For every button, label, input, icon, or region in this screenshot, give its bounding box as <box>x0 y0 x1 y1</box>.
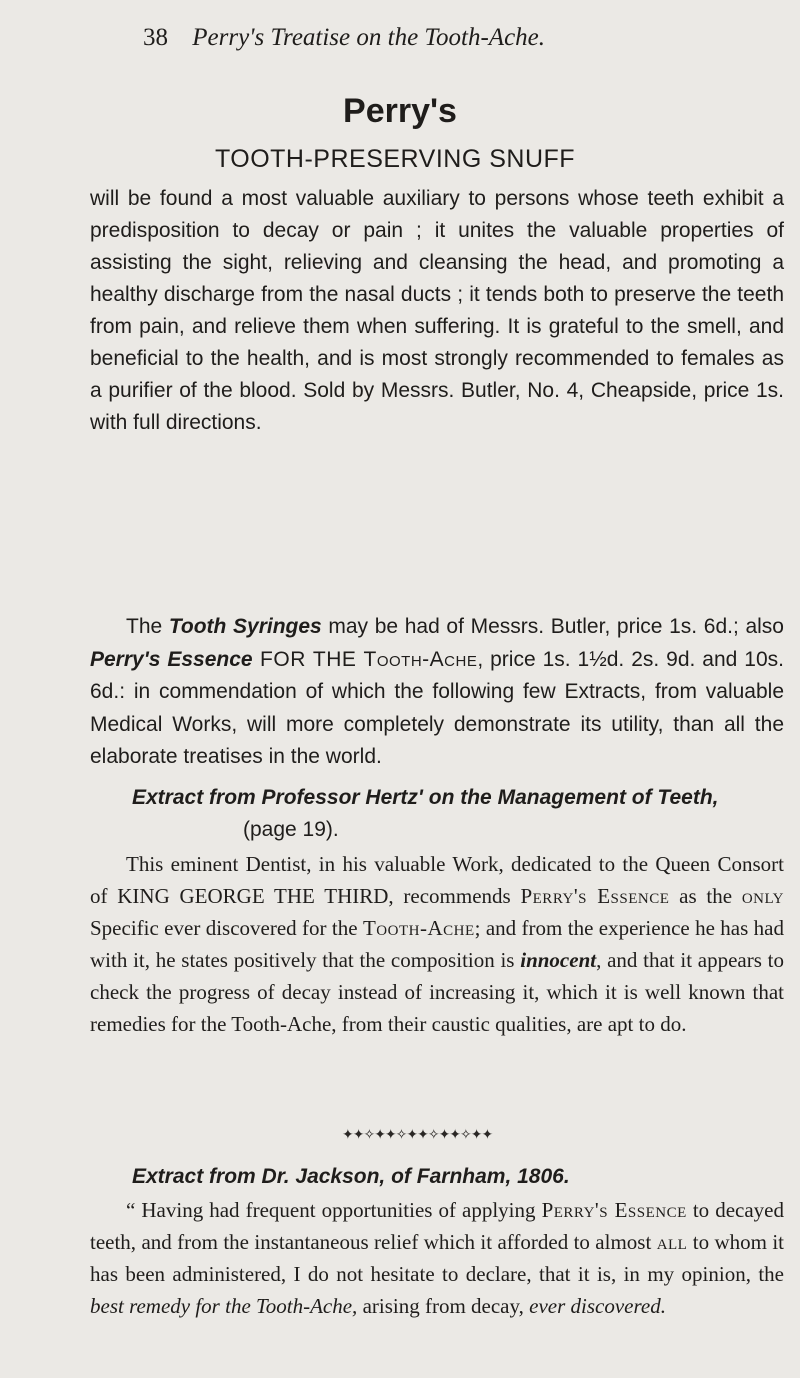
running-header <box>143 24 545 52</box>
advert-paragraph: will be found a most valuable auxiliary to persons whose teeth exhibit a predisposition to decay or pain ; it unites the valuable properties of assisting the sight, relieving and cleansing the head, and promoting a healthy discharge from the nasal ducts ; it tends both to preserve the teeth from pain, and relieve them when suffering. It is grateful to the smell, and beneficial to the health, and is most strongly recommended to females as a purifier of the blood. Sold by Messrs. Butler, No. 4, Cheapside, price 1s. with full directions. <box>90 187 784 434</box>
extract-1-title: Extract from Professor Hertz' on the Management of Teeth, <box>132 786 719 809</box>
advert-product: TOOTH-PRESERVING SNUFF <box>214 145 576 173</box>
advert-brand: Perry's <box>343 92 457 130</box>
running-title: Perry's Treatise on the Tooth-Ache. <box>192 24 546 51</box>
extract-1-page-ref: (page 19). <box>243 818 339 841</box>
extract-1-paragraph: This eminent Dentist, in his valuable Work, dedicated to the Queen Consort of KING GEORGE THE THIRD, recommends Perry's Essence as the only Specific ever discovered for the Tooth-Ache; and from the experience he has had with it, he states positively that the composition is innocent, and that it appears to check the progress of decay instead of increasing it, which it is well known that remedies for the Tooth-Ache, from their caustic qualities, are apt to do. <box>90 852 785 1036</box>
extract-1-heading <box>132 782 782 846</box>
section-divider-ornament: ✦✦✧✦✦✧✦✦✧✦✦✧✦✦ <box>342 1128 493 1143</box>
extract-2-paragraph: “ Having had frequent opportunities of applying Perry's Essence to decayed teeth, and from the instantaneous relief which it afforded to almost all to whom it has been administered, I do not hesitate to declare, that it is, in my opinion, the best remedy for the Tooth-Ache, arising from decay, ever discovered. <box>90 1198 784 1318</box>
syringes-paragraph: The Tooth Syringes may be had of Messrs. Butler, price 1s. 6d.; also Perry's Essence FOR THE Tooth-Ache, price 1s. 1½d. 2s. 9d. and 10s. 6d.: in commendation of which the following few Extracts, from valuable Medical Works, will more completely demonstrate its utility, than all the elaborate treatises in the world. <box>90 615 784 768</box>
page-number: 38 <box>143 24 168 51</box>
extract-2-heading: Extract from Dr. Jackson, of Farnham, 1806. <box>132 1165 570 1188</box>
